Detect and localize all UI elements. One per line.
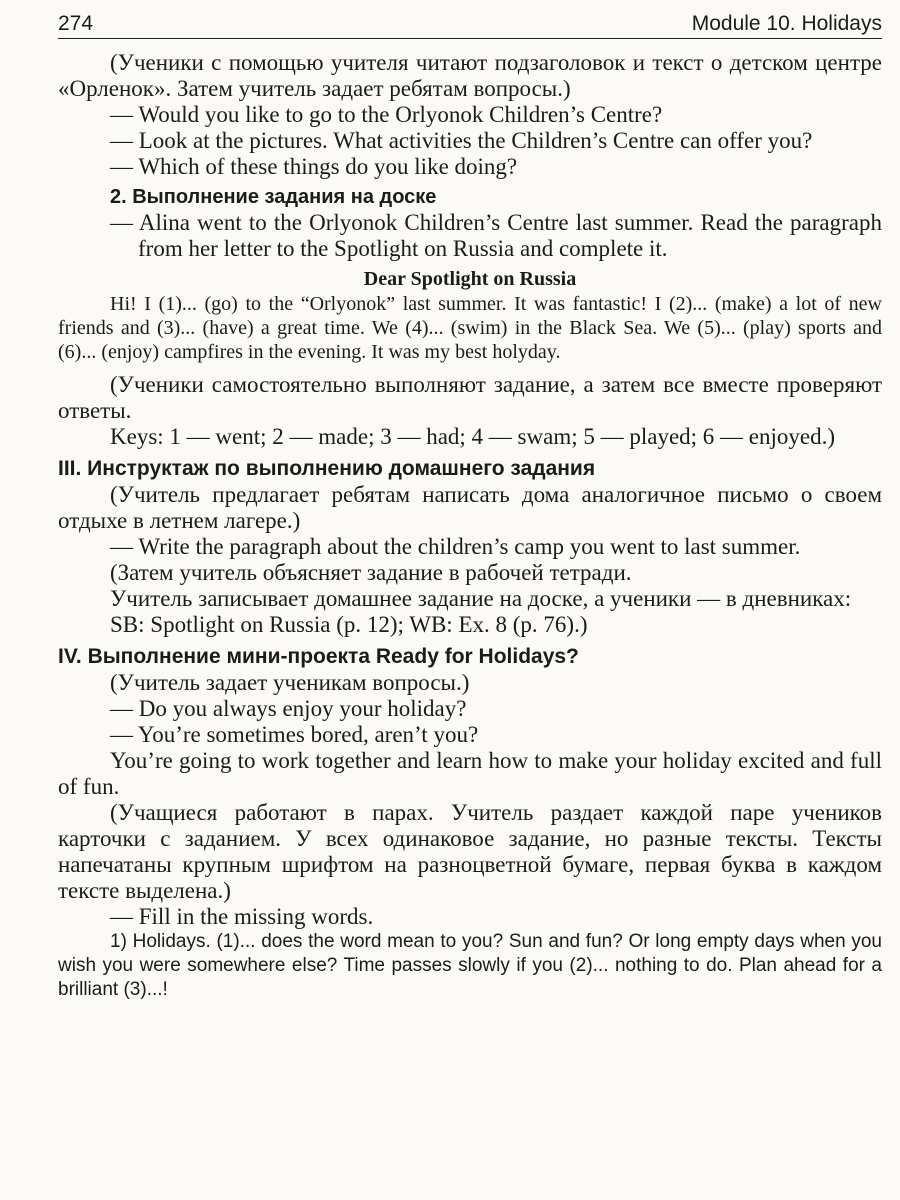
exercise-text: 1) Holidays. (1)... does the word mean to you? Sun and fun? Or long empty days when you wish you were somewhere else? Time passes slowly if you (2)... nothing to do. Plan ahead for a brilliant (3)...!	[58, 931, 882, 1000]
task-instruction: — Write the paragraph about the children’s camp you went to last summer.	[110, 534, 801, 559]
paragraph: (Ученики с помощью учителя читают подзаголовок и текст о детском центре «Орленок». Затем учитель задает ребятам вопросы.)	[58, 50, 882, 101]
question-item: — Do you always enjoy your holiday?	[110, 696, 467, 721]
homework-reference: SB: Spotlight on Russia (p. 12); WB: Ex. 8 (p. 76).)	[110, 612, 588, 637]
task-instruction: — Fill in the missing words.	[110, 904, 374, 929]
paragraph: (Учащиеся работают в парах. Учитель раздает каждой паре учеников карточки с заданием. У всех одинаковое задание, но разные тексты. Тексты напечатаны крупным шрифтом на разноцветной бумаге, первая буква в каждом тексте выделена.)	[58, 800, 882, 903]
page-number: 274	[58, 12, 94, 35]
section-heading: IV. Выполнение мини-проекта Ready for Holidays?	[58, 645, 579, 668]
module-title: Module 10. Holidays	[691, 12, 882, 35]
answer-keys: Keys: 1 — went; 2 — made; 3 — had; 4 — swam; 5 — played; 6 — enjoyed.)	[110, 424, 836, 449]
subsection-heading: 2. Выполнение задания на доске	[110, 186, 437, 208]
paragraph: (Учитель задает ученикам вопросы.)	[110, 670, 470, 695]
page-header	[58, 8, 882, 39]
paragraph: You’re going to work together and learn how to make your holiday excited and full of fun.	[58, 748, 882, 799]
letter-title: Dear Spotlight on Russia	[363, 268, 577, 290]
section-heading: III. Инструктаж по выполнению домашнего задания	[58, 457, 596, 480]
question-item: — You’re sometimes bored, aren’t you?	[110, 722, 479, 747]
question-item: — Look at the pictures. What activities the Children’s Centre can offer you?	[110, 128, 813, 153]
task-instruction: — Alina went to the Orlyonok Children’s Centre last summer. Read the paragraph from her letter to the Spotlight on Russia and complete it.	[110, 210, 882, 261]
paragraph: Учитель записывает домашнее задание на доске, а ученики — в дневниках:	[110, 586, 852, 611]
paragraph: (Ученики самостоятельно выполняют задание, а затем все вместе проверяют ответы.	[58, 372, 882, 423]
paragraph: (Затем учитель объясняет задание в рабочей тетради.	[110, 560, 632, 585]
question-item: — Which of these things do you like doing?	[110, 154, 518, 179]
page-content	[58, 50, 882, 1002]
question-item: — Would you like to go to the Orlyonok Children’s Centre?	[110, 102, 663, 127]
paragraph: (Учитель предлагает ребятам написать дома аналогичное письмо о своем отдыхе в летнем лагере.)	[58, 482, 882, 533]
letter-body: Hi! I (1)... (go) to the “Orlyonok” last summer. It was fantastic! I (2)... (make) a lot of new friends and (3)... (have) a great time. We (4)... (swim) in the Black Sea. We (5)... (play) sports and (6)... (enjoy) campfires in the evening. It was my best holyday.	[58, 293, 882, 363]
